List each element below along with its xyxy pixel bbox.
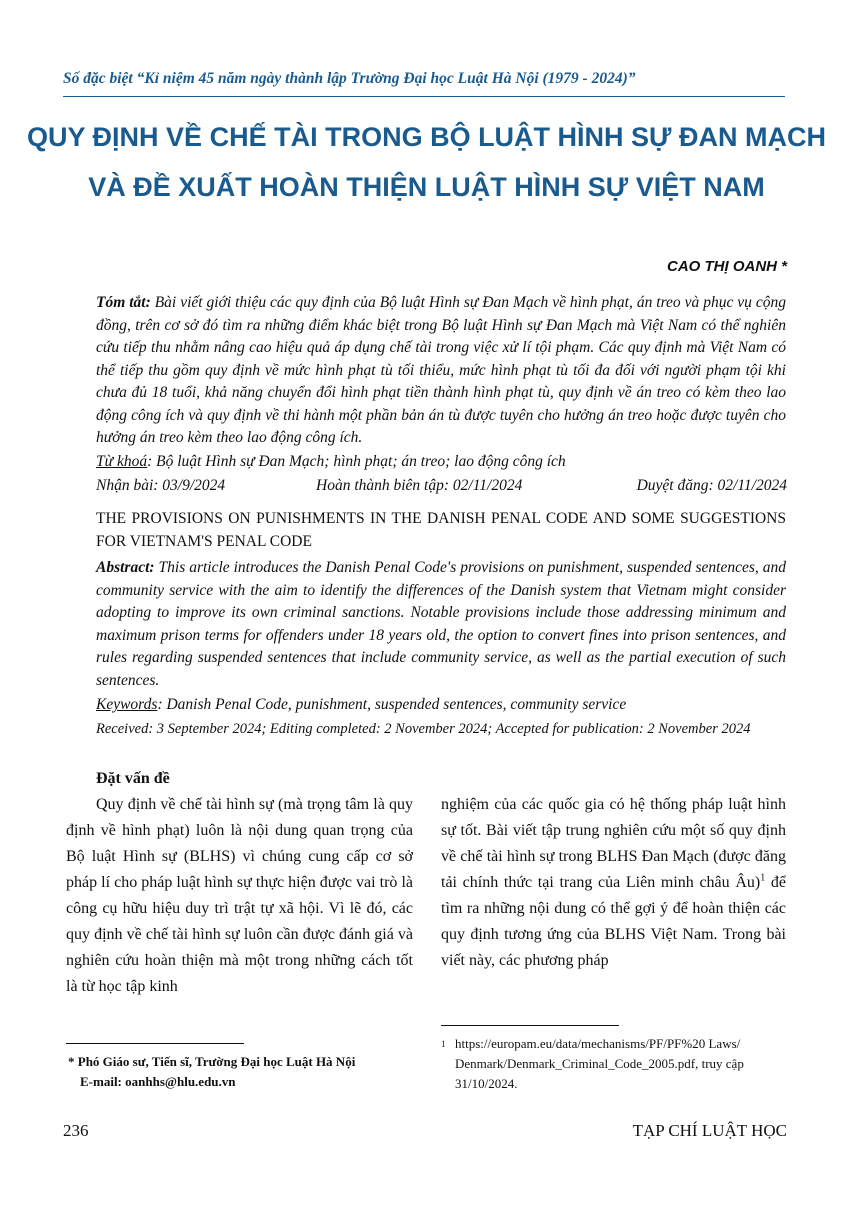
abstract-vi-text: Bài viết giới thiệu các quy định của Bộ luật Hình sự Đan Mạch về hình phạt, án treo và phục vụ cộng đồng, trên cơ sở đó tìm ra những điểm khác biệt trong Bộ luật Hình sự Đan Mạch mà Việt Nam có thể nghiên cứu tiếp thu nhằm nâng cao hiệu quả áp dụng chế tài trong việc xử lí tội phạm. Các quy định mà Việt Nam có thể tiếp thu gồm quy định về mức hình phạt tù tối thiểu, mức hình phạt tù tối đa đối với người phạm tội khi chưa đủ 18 tuổi, khả năng chuyển đổi hình phạt tiền thành hình phạt tù, quy định về án treo có kèm theo lao động công ích và quy định về thi hành một phần bản án tù được tuyên cho hưởng án treo hoặc được tuyên cho hưởng án treo kèm theo lao động công ích. (96, 294, 786, 446)
special-issue-header: Số đặc biệt “Kỉ niệm 45 năm ngày thành lập Trường Đại học Luật Hà Nội (1979 - 2024)” (63, 70, 636, 87)
keywords-en (96, 694, 786, 717)
abstract-en-label: Abstract: (96, 559, 155, 576)
footnote-1-number: 1 (441, 1039, 446, 1049)
body-right-text-a: nghiệm của các quốc gia có hệ thống pháp luật hình sự tốt. Bài viết tập trung nghiên cứu một số quy định về chế tài hình sự trong BLHS Đan Mạch (được đăng tải chính thức tại trang của Liên minh châu Âu) (441, 796, 786, 891)
keywords-vi (96, 451, 786, 474)
author-name: CAO THỊ OANH * (667, 258, 787, 275)
accepted-date-vi: Duyệt đăng: 02/11/2024 (636, 477, 787, 494)
title-line-1: QUY ĐỊNH VỀ CHẾ TÀI TRONG BỘ LUẬT HÌNH SỰ ĐAN MẠCH (27, 122, 826, 152)
author-email: E-mail: oanhhs@hlu.edu.vn (80, 1074, 236, 1089)
footnote-divider-right (441, 1025, 619, 1026)
footnote-1-text: https://europam.eu/data/mechanisms/PF/PF%20 Laws/ Denmark/Denmark_Criminal_Code_2005.pdf, truy cập 31/10/2024. (455, 1036, 744, 1091)
edited-date-vi: Hoàn thành biên tập: 02/11/2024 (316, 477, 523, 494)
abstract-en (96, 557, 786, 692)
body-right-column (441, 792, 786, 974)
page-number: 236 (63, 1121, 89, 1140)
keywords-en-text: : Danish Penal Code, punishment, suspended sentences, community service (157, 696, 627, 713)
abstract-en-text: This article introduces the Danish Penal Code's provisions on punishment, suspended sentences, and community service with the aim to identify the differences of the Danish system that Vietnam might consider adopting to improve its own criminal sanctions. Notable provisions include those addressing minimum and maximum prison terms for offenders under 18 years old, the option to convert fines into prison sentences, and rules regarding suspended sentences that include community service, as well as the partial execution of such sentences. (96, 559, 786, 689)
body-left-column: Quy định về chế tài hình sự (mà trọng tâm là quy định về hình phạt) luôn là nội dung quan trọng của Bộ luật Hình sự (BLHS) vì chúng cung cấp cơ sở pháp lí cho pháp luật hình sự thực hiện được vai trò là công cụ hữu hiệu duy trì trật tự xã hội. Vì lẽ đó, các quy định về chế tài hình sự luôn cần được đánh giá và nghiên cứu hoàn thiện mà một trong những cách tốt là từ học tập kinh (66, 796, 413, 995)
section-heading: Đặt vấn đề (96, 770, 170, 787)
footnote-ref-1[interactable]: 1 (760, 872, 766, 884)
journal-name: TẠP CHÍ LUẬT HỌC (632, 1121, 787, 1140)
body-right-text-b: để tìm ra những nội dung có thể gợi ý để hoàn thiện các quy định tương ứng của BLHS Việt Nam. Trong bài viết này, các phương pháp (441, 874, 786, 969)
title-line-2: VÀ ĐỀ XUẤT HOÀN THIỆN LUẬT HÌNH SỰ VIỆT NAM (88, 172, 765, 202)
dates-en: Received: 3 September 2024; Editing completed: 2 November 2024; Accepted for publication: 2 November 2024 (96, 721, 751, 737)
keywords-en-label: Keywords (96, 696, 158, 713)
keywords-vi-label: Từ khoá (96, 453, 148, 470)
keywords-vi-text: : Bộ luật Hình sự Đan Mạch; hình phạt; án treo; lao động công ích (147, 453, 566, 470)
author-affiliation: * Phó Giáo sư, Tiến sĩ, Trường Đại học Luật Hà Nội (68, 1054, 356, 1069)
abstract-vi-label: Tóm tắt: (96, 294, 151, 311)
received-date-vi: Nhận bài: 03/9/2024 (96, 477, 226, 494)
abstract-vi (96, 292, 786, 450)
english-title: THE PROVISIONS ON PUNISHMENTS IN THE DANISH PENAL CODE AND SOME SUGGESTIONS FOR VIETNAM'S PENAL CODE (96, 510, 786, 550)
footnote-divider-left (66, 1043, 244, 1044)
header-divider (63, 96, 785, 97)
